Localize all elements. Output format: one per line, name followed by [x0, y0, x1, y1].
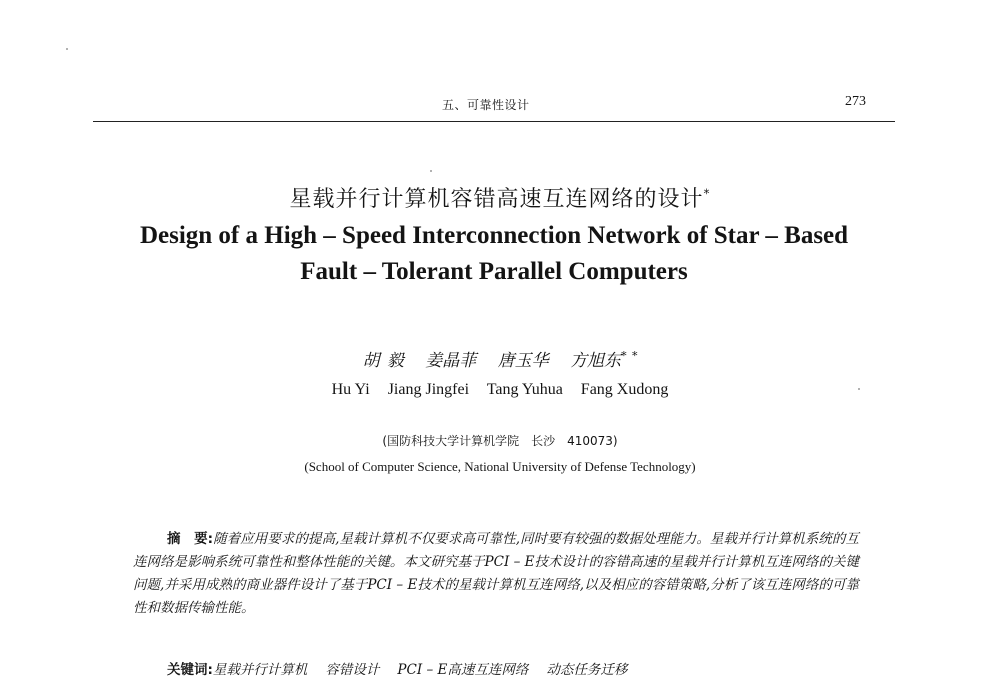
author-cn-2: 姜晶菲: [425, 351, 477, 371]
scan-speck: [430, 170, 432, 172]
keywords: [167, 658, 867, 678]
title-chinese-text: 星载并行计算机容错高速互连网络的设计: [289, 187, 704, 212]
keyword-3: PCI – E高速互连网络: [397, 662, 529, 678]
abstract-label: 摘 要:: [167, 531, 214, 547]
author-cn-3: 唐玉华: [497, 351, 549, 371]
title-chinese: [0, 182, 1000, 213]
scan-speck: [858, 388, 860, 390]
author-cn-1: 胡 毅: [362, 351, 404, 371]
keyword-2: 容错设计: [325, 662, 380, 678]
authors-english: [0, 381, 1000, 399]
title-english-line-1: Design of a High – Speed Interconnection Network of Star – Based: [139, 222, 849, 249]
keyword-4: 动态任务迁移: [546, 662, 628, 678]
author-en-2: Jiang Jingfei: [387, 381, 470, 398]
author-en-1: Hu Yi: [331, 381, 370, 398]
abstract-text: 随着应用要求的提高,星载计算机不仅要求高可靠性,同时要有较强的数据处理能力。星载并行计算机系统的互连网络是影响系统可靠性和整体性能的关键。本文研究基于PCI – E技术设计的容错高速的星载并行计算机互连网络的关键问题,并采用成熟的商业器件设计了基于PCI – E技术的星载计算机互连网络,以及相应的容错策略,分析了该互连网络的可靠性和数据传输性能。: [133, 531, 859, 616]
scan-speck: [66, 48, 68, 50]
page-number: 273: [845, 94, 866, 109]
title-english-line-2: Fault – Tolerant Parallel Computers: [300, 258, 688, 285]
title-english: [100, 218, 888, 290]
author-footnote-marker: * *: [621, 349, 638, 363]
author-en-3: Tang Yuhua: [486, 381, 563, 398]
affiliation-chinese: (国防科技大学计算机学院 长沙 410073): [382, 434, 618, 448]
author-en-4: Fang Xudong: [580, 381, 669, 398]
abstract: [133, 528, 859, 620]
authors-chinese: [0, 346, 1000, 371]
title-footnote-marker: *: [703, 186, 711, 201]
affiliation-english: (School of Computer Science, National University of Defense Technology): [304, 459, 696, 474]
author-cn-4: 方旭东: [570, 351, 622, 371]
header-rule: [93, 121, 895, 122]
running-header-section: 五、可靠性设计: [442, 98, 530, 112]
keyword-1: 星载并行计算机: [212, 662, 308, 678]
keywords-label: 关键词:: [167, 662, 213, 678]
